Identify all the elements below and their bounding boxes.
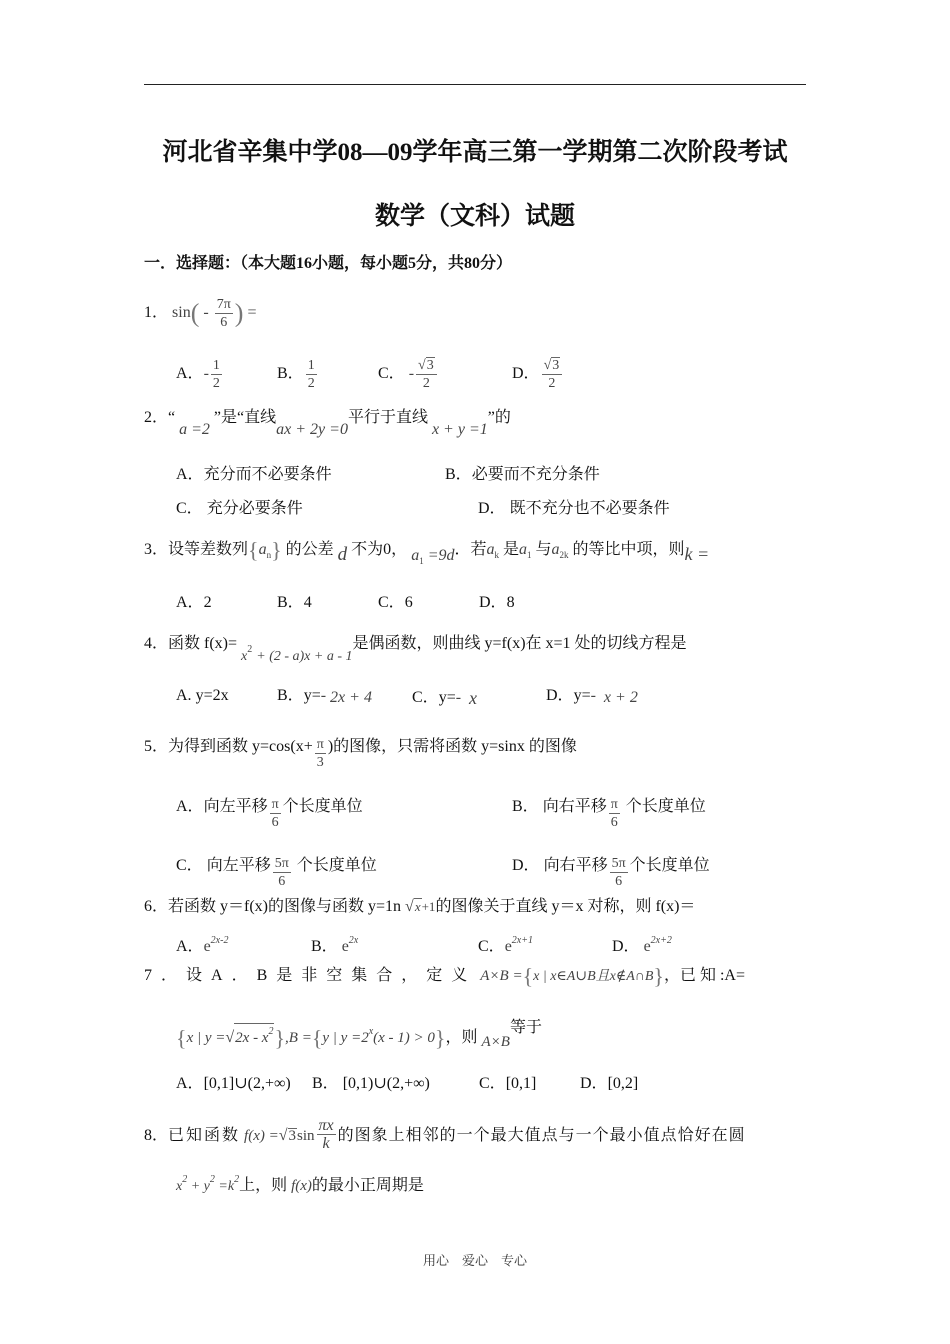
option-label: D． [612,938,640,955]
option-label: A． [176,1075,204,1092]
math-base: e [504,938,512,955]
text: ．若 [454,541,487,558]
text: 设等差数列 [168,541,249,558]
math-expr: A×B [481,1034,510,1050]
math-base: e [341,938,349,955]
numerator: 5π [274,856,289,871]
q6-option-b[interactable] [311,931,358,957]
option-label: A. [176,687,192,704]
math-base: e [203,938,211,955]
minus-sign: - [203,304,209,322]
minus-sign: - [408,365,415,383]
option-label: A． [176,365,204,383]
q5-option-c[interactable] [176,849,377,889]
subscript: 2k [559,550,569,560]
page-footer: 用心 爱心 专心 [422,1253,527,1268]
math-expr: +1 [421,899,436,914]
radicand: 3 [426,358,434,373]
option-text: 必要而不充分条件 [471,466,600,483]
equals-sign: = [247,304,257,322]
option-label: B． [512,798,539,816]
text: 不为0， [351,541,408,558]
q3-option-d[interactable] [479,593,515,613]
math-expr: =k [218,1179,235,1194]
question-8 [144,1119,746,1154]
text: 的图像关于直线 y＝x 对称，则 f(x)＝ [435,898,696,915]
denominator: 2 [548,376,556,391]
fraction [273,855,291,890]
minus-sign: - [203,365,209,383]
fraction [306,357,317,392]
numerator: π [610,797,618,812]
numerator: 1 [212,358,220,373]
denominator: 6 [278,874,286,889]
q5-option-d[interactable] [512,849,710,889]
fraction [610,855,628,890]
option-label: C． [478,938,505,955]
q6-option-a[interactable] [176,931,228,957]
option-label: D． [478,500,506,517]
math-var: a [486,541,495,558]
math-var: x [176,1179,183,1194]
set-a: x | y = [186,1030,226,1046]
math-expr: A×B = [480,968,523,984]
option-text: 个长度单位 [282,798,363,816]
subscript: n [266,550,272,560]
right-brace: } [271,537,282,563]
math-var: x [241,649,248,664]
radicand [234,1023,274,1046]
left-brace: { [176,1025,187,1051]
q4-option-d[interactable] [546,686,638,706]
numerator: √3 [542,357,563,375]
text: 的最小正周期是 [311,1177,424,1194]
exam-title: 河北省辛集中学08—09学年高三第一学期第二次阶段考试 [162,139,788,166]
numerator: √3 [416,357,437,375]
q7-option-a[interactable] [176,1074,291,1094]
option-text: 8 [506,594,515,611]
text: )的图像，只需将函数 y=sinx 的图像 [327,738,577,756]
right-brace: } [653,963,664,989]
numerator: π [271,797,279,812]
superscript: 2 [247,644,253,655]
minus-sign: - [320,687,327,704]
minus-sign: - [590,687,596,704]
option-text: [0,1)∪(2,+∞) [342,1075,430,1092]
option-text: y= [438,689,456,706]
math-var: a [411,547,420,564]
text: ，已 知 :A= [663,967,745,984]
denominator: 2 [422,376,430,391]
option-label: D． [479,594,507,611]
option-label: A． [176,466,204,483]
option-text: y= [573,687,591,704]
text: ”是“直线 [213,409,277,426]
set-b-condition: (x - 1) > 0 [373,1030,435,1046]
option-label: A． [176,798,204,816]
option-label: B． [312,1075,339,1092]
option-label: D． [546,687,574,704]
section-header: 一．选择题：（本大题16小题，每小题5分，共80分） [144,255,513,272]
option-label: C． [378,365,405,383]
option-text: 个长度单位 [625,798,706,816]
q2-option-b[interactable] [445,465,600,485]
numerator: πx [318,1117,334,1134]
denominator: 2 [307,376,315,391]
option-text: [0,1]∪(2,+∞) [203,1075,291,1092]
q3-option-a[interactable] [176,593,212,613]
numerator: 1 [307,358,315,373]
superscript: 2 [182,1174,188,1185]
option-text: 充分必要条件 [206,500,303,517]
q4-option-a[interactable] [176,686,229,706]
subscript: 1 [419,556,424,566]
superscript: 2 [268,1026,274,1037]
math-expr: + y [190,1179,210,1194]
radicand: 3 [552,358,560,373]
sqrt-symbol: $√2x - x^2$ [225,1029,274,1046]
q7-option-d[interactable] [580,1074,638,1094]
sin-func: sin [172,304,191,322]
option-label: A． [176,938,204,955]
option-label: B． [445,466,472,483]
sin-func: sin [297,1128,315,1145]
q7-option-c[interactable] [479,1074,536,1094]
q6-option-d[interactable] [612,931,672,957]
option-label: A． [176,594,204,611]
q3-option-b[interactable] [277,593,312,613]
set-b: y | y =2 [322,1030,369,1046]
text: 等于 [509,1019,542,1036]
denominator: 6 [610,815,618,830]
left-paren: ( [190,298,200,328]
option-label: B． [277,594,304,611]
math-expr: 2x + 4 [330,689,372,706]
math-expr: x + 2 [603,689,638,706]
math-var: a [258,541,267,558]
math-var: d [337,544,348,565]
q6-option-c[interactable] [478,931,533,957]
question-7 [144,963,745,989]
denominator: 6 [271,815,279,830]
left-brace: { [311,1025,323,1051]
text: ，则 [445,1029,478,1046]
minus-sign: - [455,689,462,706]
option-text: y= [303,687,321,704]
question-number: 3． [144,541,169,558]
text: 的图象上相邻的一个最大值点与一个最小值点恰好在圆 [337,1127,746,1145]
q2-option-d[interactable] [478,499,670,519]
text: “ [168,409,176,426]
right-brace: } [434,1025,446,1051]
option-label: B． [277,687,304,704]
math-var: a [519,541,528,558]
fraction [416,357,437,392]
text: 为得到函数 y=cos(x+ [168,738,313,756]
text: 是 [503,541,520,558]
option-label: B． [311,938,338,955]
fraction [315,736,326,771]
superscript: 2 [234,1174,240,1185]
q3-option-c[interactable] [378,593,413,613]
option-text: 个长度单位 [629,857,710,875]
polynomial [241,644,353,664]
text: 设A．B是非空集合，定义 [186,967,477,984]
right-paren: ) [234,298,244,328]
sqrt-symbol: √3 [278,1127,296,1145]
math-expr: f(x) [291,1178,312,1194]
q1-option-a[interactable] [176,357,224,392]
fraction [609,796,620,831]
subscript: k [494,550,499,560]
text: ”的 [487,409,511,426]
math-expr: + (2 - a)x + a - 1 [256,649,353,664]
option-label: B． [277,365,304,383]
question-number: 8． [144,1127,169,1145]
question-number: 5． [144,738,169,756]
question-1 [144,296,256,331]
exponent: 2x-2 [210,935,229,946]
math-expr: f(x) = [244,1128,279,1145]
question-number: 6． [144,898,169,915]
q2-option-c[interactable] [176,499,303,519]
option-text: 个长度单位 [296,857,377,875]
radicand: x [414,899,421,914]
text: 与 [535,541,552,558]
question-8-line-2 [176,1170,424,1197]
option-text: 既不充分也不必要条件 [509,500,670,517]
denominator: 3 [316,755,324,770]
option-label: D． [512,365,540,383]
question-4 [144,628,687,664]
option-text: 2 [203,594,212,611]
exam-subtitle: 数学（文科）试题 [374,203,575,230]
math-expr: a =2 [179,421,210,438]
math-var: a [551,541,560,558]
question-6 [144,897,695,917]
fraction [317,1117,336,1152]
question-3 [144,538,709,565]
text: 的公差 [285,541,334,558]
math-base: e [643,938,651,955]
left-brace: { [522,963,534,989]
exponent: 2x+2 [650,935,672,946]
q1-option-d[interactable] [512,357,564,392]
math-expr: ax + 2y =0 [276,421,348,438]
q1-option-b[interactable] [277,357,319,392]
question-5 [144,730,577,770]
subscript: 1 [527,550,532,560]
option-label: C． [412,689,439,706]
exponent: 2x+1 [511,935,533,946]
sqrt-symbol: √x [405,898,421,915]
option-text: 向左平移 [203,798,268,816]
option-label: C． [479,1075,506,1092]
text: 函数 f(x)= [168,635,238,652]
header-rule [144,84,806,85]
text: 上，则 [239,1177,288,1194]
right-brace: } [274,1025,286,1051]
question-number: 4． [144,635,169,652]
question-number: 1． [144,304,169,322]
option-text: [0,1] [505,1075,537,1092]
question-2 [144,408,511,438]
superscript: 2 [209,1174,215,1185]
text: 若函数 y＝f(x)的图像与函数 y=1n [168,898,402,915]
question-number: 2． [144,409,169,426]
option-label: D． [512,857,540,875]
option-text: y=2x [195,687,229,704]
q4-option-c[interactable] [412,686,477,708]
q5-option-b[interactable] [512,790,706,830]
q7-option-b[interactable] [312,1074,430,1094]
radicand: 3 [288,1128,296,1145]
fraction [270,796,281,831]
math-expr: ,B = [285,1030,312,1046]
set-definition: x | x∈A∪B且x∉A∩B [533,969,654,984]
circle-equation [176,1174,240,1194]
q1-option-c[interactable] [378,357,439,392]
exponent: 2x [348,935,359,946]
option-text: [0,2] [607,1075,639,1092]
denominator: 2 [212,376,220,391]
option-text: 4 [303,594,312,611]
option-label: C． [176,857,203,875]
option-text: 向右平移 [543,857,608,875]
math-expr: k = [684,544,710,564]
fraction [215,296,233,331]
question-7-line-2 [176,1019,542,1051]
superscript: x [368,1026,374,1037]
question-number: 7． [144,967,187,984]
math-expr: x [469,688,478,708]
option-text: 充分而不必要条件 [203,466,332,483]
option-text: 6 [404,594,413,611]
option-label: C． [378,594,405,611]
numerator: π [316,737,324,752]
q2-option-a[interactable] [176,465,332,485]
fraction [542,357,563,392]
left-brace: { [248,537,259,563]
text: 平行于直线 [347,409,428,426]
fraction [211,357,222,392]
q4-option-b[interactable] [277,686,372,706]
denominator: 6 [615,874,623,889]
option-text: 向右平移 [542,798,607,816]
text: 是偶函数，则曲线 y=f(x)在 x=1 处的切线方程是 [352,635,687,652]
numerator: 7π [216,297,231,312]
math-expr: x + y =1 [431,421,488,438]
denominator: k [322,1135,330,1152]
option-label: C． [176,500,203,517]
text: 已知函数 [168,1127,241,1145]
numerator: 5π [611,856,626,871]
math-expr: =9d [427,547,455,564]
denominator: 6 [220,315,228,330]
radicand-expr: 2x - x [235,1030,269,1046]
q5-option-a[interactable] [176,790,363,830]
option-label: D． [580,1075,608,1092]
option-text: 向左平移 [206,857,271,875]
text: 的等比中项，则 [572,541,685,558]
